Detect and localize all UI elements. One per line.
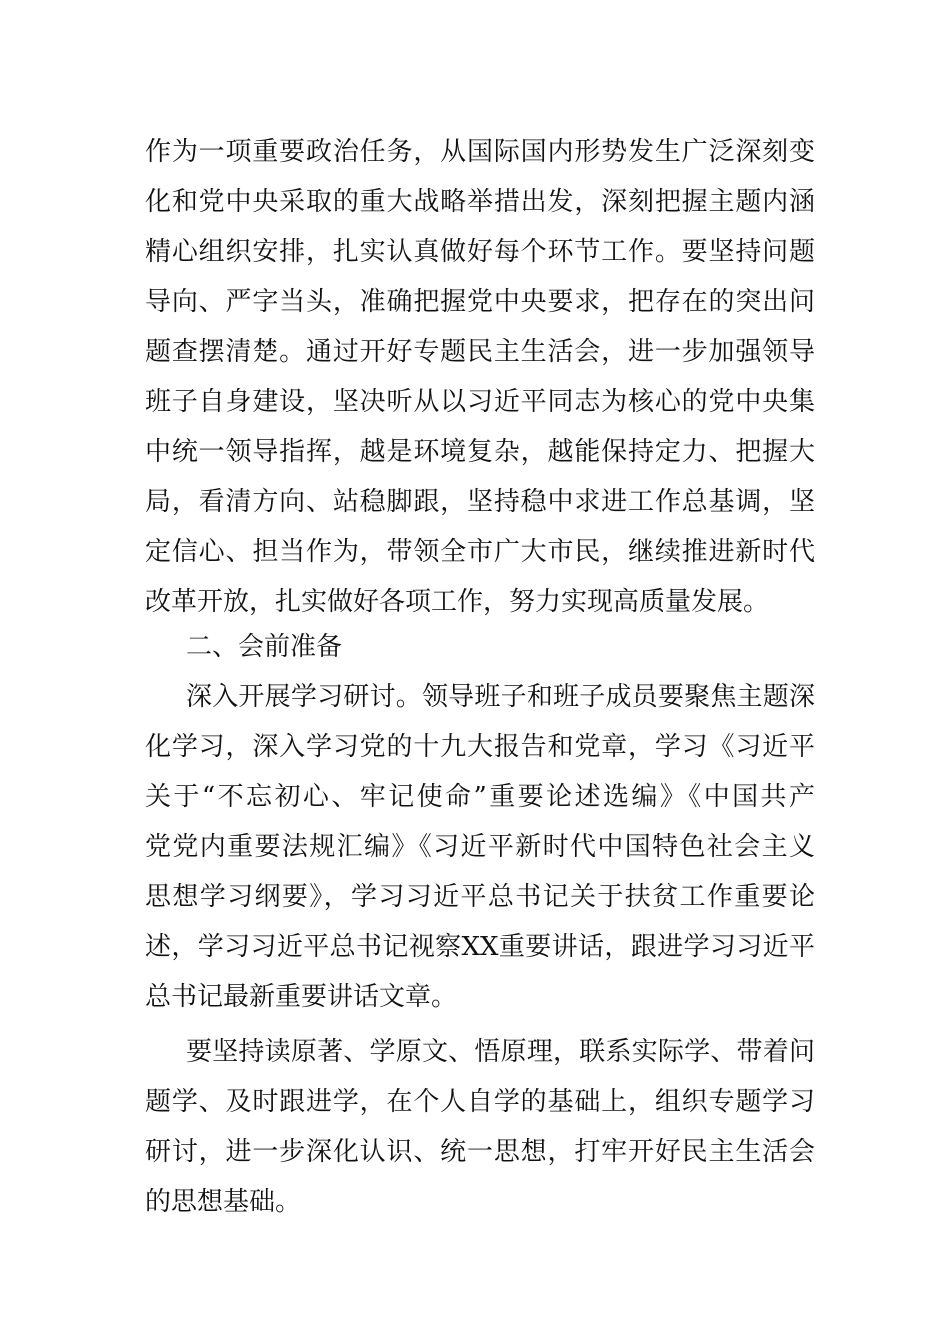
- text-line: 总书记最新重要讲话文章。: [145, 982, 458, 1012]
- text-line: 局，看清方向、站稳脚跟，坚持稳中求进工作总基调，坚: [145, 487, 815, 517]
- text-line: 深入开展学习研讨。领导班子和班子成员要聚焦主题深: [186, 682, 815, 712]
- text-line: 的思想基础。: [145, 1187, 302, 1217]
- text-line: 定信心、担当作为，带领全市广大市民，继续推进新时代: [145, 537, 815, 567]
- text-line: 思想学习纲要》，学习习近平总书记关于扶贫工作重要论: [145, 882, 815, 912]
- text-line: 班子自身建设，坚决听从以习近平同志为核心的党中央集: [145, 387, 815, 417]
- text-line: 题查摆清楚。通过开好专题民主生活会，进一步加强领导: [145, 337, 815, 367]
- text-line: 要坚持读原著、学原文、悟原理，联系实际学、带着问: [186, 1037, 815, 1067]
- text-line: 关于“不忘初心、牢记使命”重要论述选编》《中国共产: [145, 782, 815, 812]
- section-heading: 二、会前准备: [186, 632, 343, 662]
- text-line: 作为一项重要政治任务，从国际国内形势发生广泛深刻变: [145, 137, 815, 167]
- text-line: 改革开放，扎实做好各项工作，努力实现高质量发展。: [145, 587, 770, 617]
- text-line: 述，学习习近平总书记视察XX重要讲话，跟进学习习近平: [145, 932, 815, 962]
- text-line: 研讨，进一步深化认识、统一思想，打牢开好民主生活会: [145, 1137, 815, 1167]
- text-line: 导向、严字当头，准确把握党中央要求，把存在的突出问: [145, 287, 815, 317]
- text-line: 题学、及时跟进学，在个人自学的基础上，组织专题学习: [145, 1087, 815, 1117]
- text-line: 精心组织安排，扎实认真做好每个环节工作。要坚持问题: [145, 237, 815, 267]
- text-line: 化和党中央采取的重大战略举措出发，深刻把握主题内涵: [145, 187, 815, 217]
- text-line: 党党内重要法规汇编》《习近平新时代中国特色社会主义: [145, 832, 815, 862]
- text-line: 中统一领导指挥，越是环境复杂，越能保持定力、把握大: [145, 437, 815, 467]
- text-line: 化学习，深入学习党的十九大报告和党章，学习《习近平: [145, 732, 815, 762]
